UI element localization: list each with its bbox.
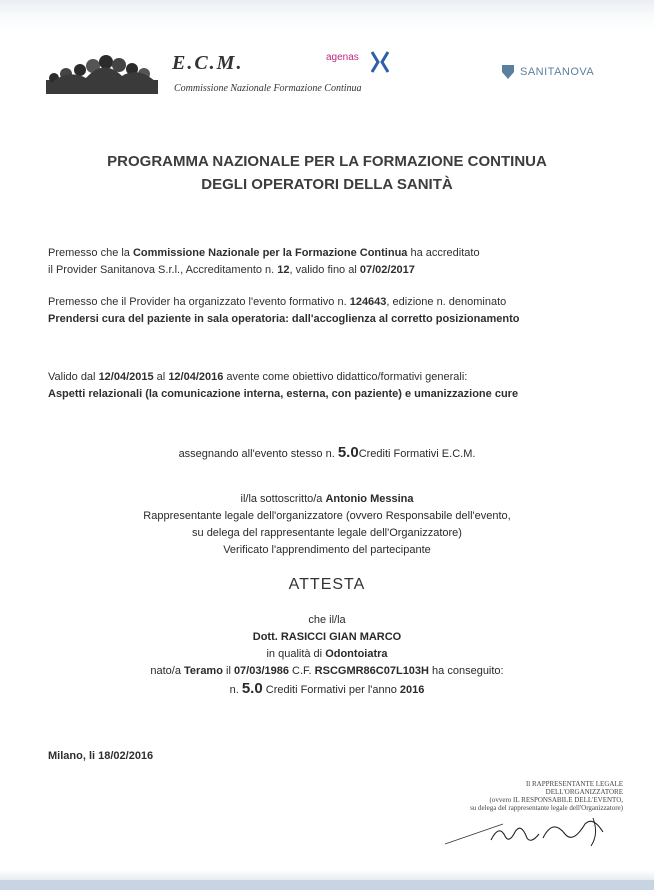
signatory-block: il/la sottoscritto/a Antonio Messina Rappresentante legale dell'organizzatore (ovvero Responsabile dell'evento, su delega del rappresentante legale dell'Organizzatore) Verificato l'apprendimento del partecipante bbox=[143, 493, 511, 556]
objective: Aspetti relazionali (la comunicazione interna, esterna, con paziente) e umanizzazione cure bbox=[48, 388, 519, 400]
accreditation-paragraph: Premesso che la Commissione Nazionale per la Formazione Continua ha accreditato il Provider Sanitanova S.r.l., Accreditamento n. 12, valido fino al 07/02/2017 bbox=[48, 247, 480, 276]
valid-from: 12/04/2015 bbox=[98, 371, 154, 383]
credit-year: 2016 bbox=[399, 684, 425, 696]
handwritten-signature bbox=[443, 814, 623, 850]
fiscal-code: RSCGMR86C07L103H bbox=[314, 665, 429, 677]
participant-role: Odontoiatra bbox=[325, 648, 388, 660]
accreditation-number: 12 bbox=[277, 264, 290, 276]
valid-to: 12/04/2016 bbox=[168, 371, 224, 383]
participant-credits: 5.0 bbox=[241, 680, 263, 697]
agenas-logo-mark bbox=[369, 50, 391, 74]
document-title bbox=[0, 150, 654, 196]
ecm-subtitle: Commissione Nazionale Formazione Continua bbox=[174, 83, 362, 94]
signature-stamp: Il RAPPRESENTANTE LEGALE DELL'ORGANIZZATORE (ovvero IL RESPONSABILE DELL'EVENTO, su delega del rappresentante legale dell'Organizzatore) bbox=[443, 780, 623, 850]
participant-name: Dott. RASICCI GIAN MARCO bbox=[252, 631, 402, 643]
event-number: 124643 bbox=[349, 296, 387, 308]
birthplace: Teramo bbox=[184, 665, 223, 677]
validity-paragraph: Valido dal 12/04/2015 al 12/04/2016 avente come obiettivo didattico/formativi generali: Aspetti relazionali (la comunicazione interna, esterna, con paziente) e umanizzazione cure bbox=[48, 369, 518, 403]
participant-block: che il/la Dott. RASICCI GIAN MARCO in qualità di Odontoiatra nato/a Teramo il 07/03/1986 C.F. RSCGMR86C07L103H ha conseguito: n. 5.0 Crediti Formativi per l'anno 2016 bbox=[0, 612, 654, 699]
agenas-logo-text: agenas bbox=[326, 52, 359, 63]
sanitanova-shield-icon bbox=[501, 64, 515, 79]
commission-name: Commissione Nazionale per la Formazione Continua bbox=[132, 247, 408, 259]
attesta-heading: ATTESTA bbox=[288, 576, 366, 593]
event-name: Prendersi cura del paziente in sala operatoria: dall'accoglienza al corretto posizionamento bbox=[48, 313, 520, 325]
title-line-1: PROGRAMMA NAZIONALE PER LA FORMAZIONE CONTINUA bbox=[107, 153, 547, 170]
valid-until: 07/02/2017 bbox=[359, 264, 415, 276]
ecm-people-logo bbox=[46, 52, 158, 94]
sanitanova-logo: SANITANOVA bbox=[520, 66, 595, 78]
birthdate: 07/03/1986 bbox=[233, 665, 289, 677]
bottom-border bbox=[0, 880, 654, 890]
title-line-2: DEGLI OPERATORI DELLA SANITÀ bbox=[201, 176, 453, 193]
credits-value: 5.0 bbox=[337, 444, 359, 461]
signatory-name: Antonio Messina bbox=[325, 493, 414, 505]
credits-line: assegnando all'evento stesso n. 5.0Crediti Formativi E.C.M. bbox=[178, 444, 476, 461]
event-paragraph: Premesso che il Provider ha organizzato l'evento formativo n. 124643, edizione n. denominato Prendersi cura del paziente in sala operatoria: dall'accoglienza al corretto posizionamento bbox=[48, 294, 519, 328]
header bbox=[0, 40, 654, 100]
date-place: Milano, li 18/02/2016 bbox=[48, 750, 154, 762]
ecm-title: E.C.M. bbox=[172, 52, 244, 74]
